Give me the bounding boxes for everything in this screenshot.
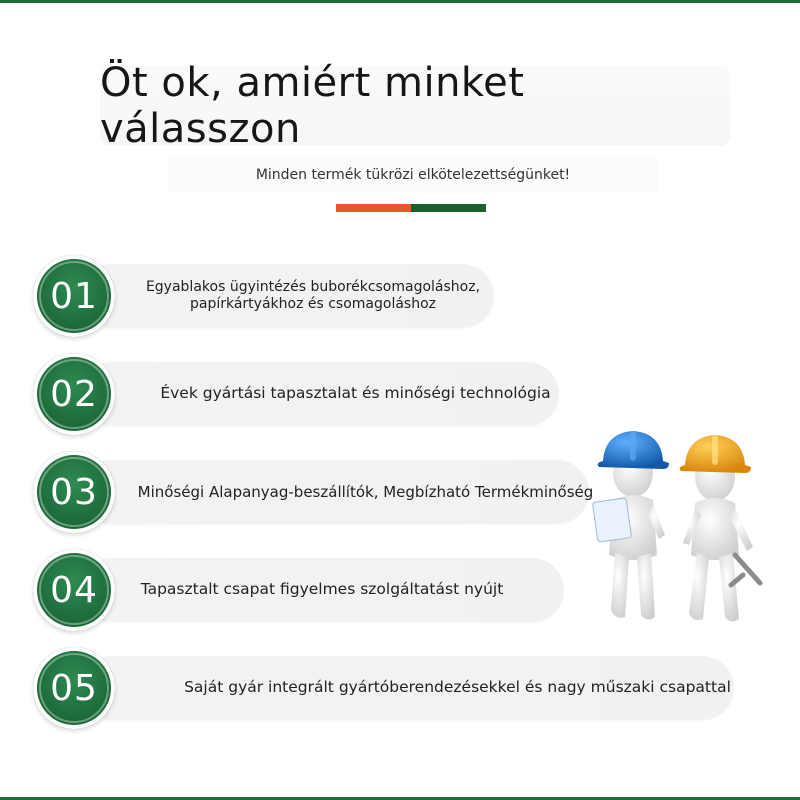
worker-blue-helmet bbox=[592, 431, 669, 620]
reason-text-line1: Évek gyártási tapasztalat és minőségi technológia bbox=[160, 384, 551, 403]
reason-item-03 bbox=[33, 451, 598, 533]
worker-yellow-helmet bbox=[680, 435, 760, 622]
number-badge bbox=[33, 647, 115, 729]
top-border bbox=[0, 0, 800, 3]
reason-text bbox=[180, 656, 735, 720]
reason-text-line1: Egyablakos ügyintézés buborékcsomagoláshoz, bbox=[145, 278, 481, 295]
reason-text-line1: Saját gyár integrált gyártóberendezésekkel és nagy műszaki csapattal bbox=[184, 678, 731, 697]
reason-text bbox=[136, 558, 508, 622]
reason-text-line1: Minőségi Alapanyag-beszállítók, Megbízható Termékminőség bbox=[137, 482, 594, 501]
number-label: 01 bbox=[50, 275, 98, 317]
number-badge bbox=[33, 353, 115, 435]
reason-text bbox=[133, 460, 598, 524]
workers-illustration bbox=[585, 405, 775, 645]
reason-text-line1: Tapasztalt csapat figyelmes szolgáltatást nyújt bbox=[140, 580, 504, 599]
reason-item-01 bbox=[33, 255, 503, 337]
page-title: Öt ok, amiért minket válasszon bbox=[100, 66, 730, 146]
reason-text bbox=[153, 362, 558, 426]
number-badge bbox=[33, 255, 115, 337]
reason-item-04 bbox=[33, 549, 573, 631]
number-badge bbox=[33, 451, 115, 533]
accent-bar-orange bbox=[336, 204, 411, 212]
page-subtitle: Minden termék tükrözi elkötelezettségünket! bbox=[168, 158, 658, 192]
reason-item-05 bbox=[33, 647, 738, 729]
accent-bar-green bbox=[411, 204, 486, 212]
number-label: 04 bbox=[50, 569, 98, 611]
number-label: 03 bbox=[50, 471, 98, 513]
reason-item-02 bbox=[33, 353, 568, 435]
reason-text bbox=[143, 264, 483, 328]
number-badge bbox=[33, 549, 115, 631]
number-label: 05 bbox=[50, 667, 98, 709]
reason-text-line2: papírkártyákhoz és csomagoláshoz bbox=[189, 296, 437, 312]
number-label: 02 bbox=[50, 373, 98, 415]
